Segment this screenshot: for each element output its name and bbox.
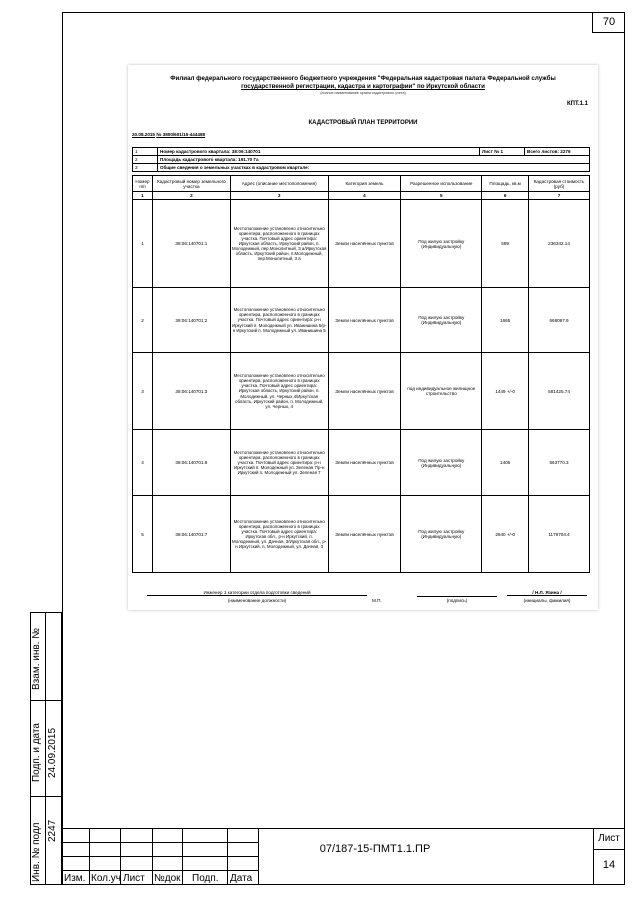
stamp-label-list: Лист [123,873,145,884]
side-label-vzam: Взам. инв. № [31,628,42,690]
stamp-label-kolvo: Кол.уч [91,873,121,884]
table-header: Номер п/п Кадастровый номер земельного участка Адрес (описание местоположения) Категория земель Разрешенное использование Площадь, кв.м Кадастровая стоимость (руб) [133,176,590,192]
signature-line [417,590,497,597]
document-code: 07/187-15-ПМТ1.1.ПР [319,843,431,855]
sheet-number: 14 [602,859,616,871]
side-label-inv-podl: Инв. № подл [31,822,42,882]
side-label-podp-data: Подп. и дата [31,723,42,782]
stamp-label-izm: Изм. [64,873,86,884]
side-value-date: 24.09.2015 [47,727,58,778]
table-row: 5 38:06:140701:7 Местоположение установлено относительно ориентира, расположенного в границах участка. Почтовый адрес ориентира: Иркутская обл., р-н Иркутский, п. Молодежный, ул. Дачная, 3/Иркутская обл., р-н Иркутский, п. Молодежный, ул. Дачная, 3 Земли населённых пунктов Под жилую застройку (Индивидуальную) 2940 +/-0 1179704.4 [133,496,590,573]
document-title: КАДАСТРОВЫЙ ПЛАН ТЕРРИТОРИИ [308,120,418,126]
parcels-table [132,175,590,573]
side-strip [30,612,62,885]
document-date: 20.08.2015 № 3800/601/15-444488 [132,132,206,137]
table-row: 2 38:06:140701:2 Местоположение установлено относительно ориентира, расположенного в границах участка. Почтовый адрес ориентира: р-н Иркутский п. Молодежный ул. Иванишина 5/р-н Иркутский п. Молодежный ул. Иванишина 5 Земли населённых пунктов Под жилую застройку (Индивидуальную) 1665 668097.9 [133,288,590,353]
table-row: 4 38:06:140701:6 Местоположение установлено относительно ориентира, расположенного в границах участка. Почтовый адрес ориентира: р-н Иркутский п. Молодежный ул. Зеленая 7/р-н Иркутский п. Молодежный ул. Зеленая 7 Земли населённых пунктов Под жилую застройку (Индивидуальную) 1405 563770.3 [133,430,590,496]
side-value-inv: 2247 [47,819,58,842]
page-number: 70 [592,12,625,33]
signer-name: / Н.Л. Язина / [507,590,587,596]
sheet-label: Лист [598,833,620,844]
table-row: 3 38:06:140701:3 Местоположение установлено относительно ориентира, расположенного в границах участка. Почтовый адрес ориентира: Иркутская область, Иркутский район, п. Молодежный, ул. Черных,4/Иркутская область, Иркутский район, п. Молодежный, ул. Черных, 4 Земли населённых пунктов под индивидуальное жилищное строительство 1449 +/-0 581425.74 [133,353,590,430]
form-code: КПТ.1.1 [567,101,588,107]
table-row: 1 38:06:140701:1 Местоположение установлено относительно ориентира, расположенного в границах участка. Почтовый адрес ориентира: Иркутская область, Иркутский район, п. Молодежный, пер.Монолитный, 3 а/Иркутская область, Иркутский район, п.Молодежный, пер.Монолитный, 3 а Земли населённых пунктов Под жилую застройку (Индивидуальную) 589 236342.14 [133,200,590,288]
scanned-document: Филиал федерального государственного бюджетного учреждения "Федеральная кадастровая палата Федеральной службы государственной регистрации, кадастра и картографии" по Иркутской области (полное наименование органа кадастрового учета) КПТ.1.1 КАДАСТРОВЫЙ ПЛАН ТЕРРИТОРИИ 20.08.2015 № 3800/601/15-444488 1 Номер кадастрового квартала: 38:06:140701 Лист № 1 Всего листов: 2276 2 Площадь кадастрового квартала: 191.70 Га 3 Общие сведения о земельных участках в кадастровом квартале: Номер п/п Кадастровый номер земельного участка Адрес (описание местоположения) Категория земель Разрешенное использование Площадь, кв.м Кадастровая стоимость (руб) 1 2 3 4 5 6 7 1 38:06:140701:1 Местоположение установлено относительно ориентира, расположенного в границах участка. Почтовый адрес ориентира: Иркутская область, Иркутский район, п. Молодежный, пер.Монолитный, 3 а/Иркутская область, Иркутский район, п.Молодежный, пер.Монолитный, 3 а Земли населённых пунктов Под жилую застройку (Индивидуальную) 589 236342.14 2 38:06:140701:2 Местоположение установлено относительно ориентира, расположенного в границах участка. Почтовый адрес ориентира: р-н Иркутский п. Молодежный ул. Иванишина 5/р-н Иркутский п. Молодежный ул. Иванишина 5 Земли населённых пунктов Под жилую застройку (Индивидуальную) 1665 668097.9 3 38:06:140701:3 Местоположение установлено относительно ориентира, расположенного в границах участка. Почтовый адрес ориентира: Иркутская область, Иркутский район, п. Молодежный, ул. Черных,4/Иркутская область, Иркутский район, п. Молодежный, ул. Черных, 4 Земли населённых пунктов под индивидуальное жилищное строительство 1449 +/-0 581425.74 4 38:06:140701:6 Местоположение установлено относительно ориентира, расположенного в границах участка. Почтовый адрес ориентира: р-н Иркутский п. Молодежный ул. Зеленая 7/р-н Иркутский п. Молодежный ул. Зеленая 7 Земли населённых пунктов Под жилую застройку (Индивидуальную) 1405 563770.3 5 38:06:140701:7 Местоположение установлено относительно ориентира, расположенного в границах участка. Почтовый адрес ориентира: Иркутская обл., р-н Иркутский, п. Молодежный, ул. Дачная, 3/Иркутская обл., р-н Иркутский, п. Молодежный, ул. Дачная, 3 Земли населённых пунктов Под жилую застройку (Индивидуальную) 2940 +/-0 1179704.4 Инженер 1 категории отдела подготовки сведений (наименование должности) М.П. (подпись) / Н.Л. Язина / (инициалы, фамилия) [128,65,598,610]
column-index-row: 1 2 3 4 5 6 7 [133,192,590,200]
seal-place: М.П. [372,598,382,603]
signer-position: Инженер 1 категории отдела подготовки сведений [147,590,367,596]
stamp-label-ndok: №док [154,873,181,884]
org-note: (полное наименование органа кадастрового учета) [320,91,406,95]
info-table: 1 Номер кадастрового квартала: 38:06:140701 Лист № 1 Всего листов: 2276 2 Площадь кадастрового квартала: 191.70 Га 3 Общие сведения о земельных участках в кадастровом квартале: [132,147,590,172]
stamp-label-podp: Подп. [192,873,219,884]
stamp-label-data: Дата [230,873,253,884]
title-block [62,828,625,885]
org-header: Филиал федерального государственного бюджетного учреждения "Федеральная кадастровая палата Федеральной службы государственной регистрации, кадастра и картографии" по Иркутской области [170,75,556,90]
